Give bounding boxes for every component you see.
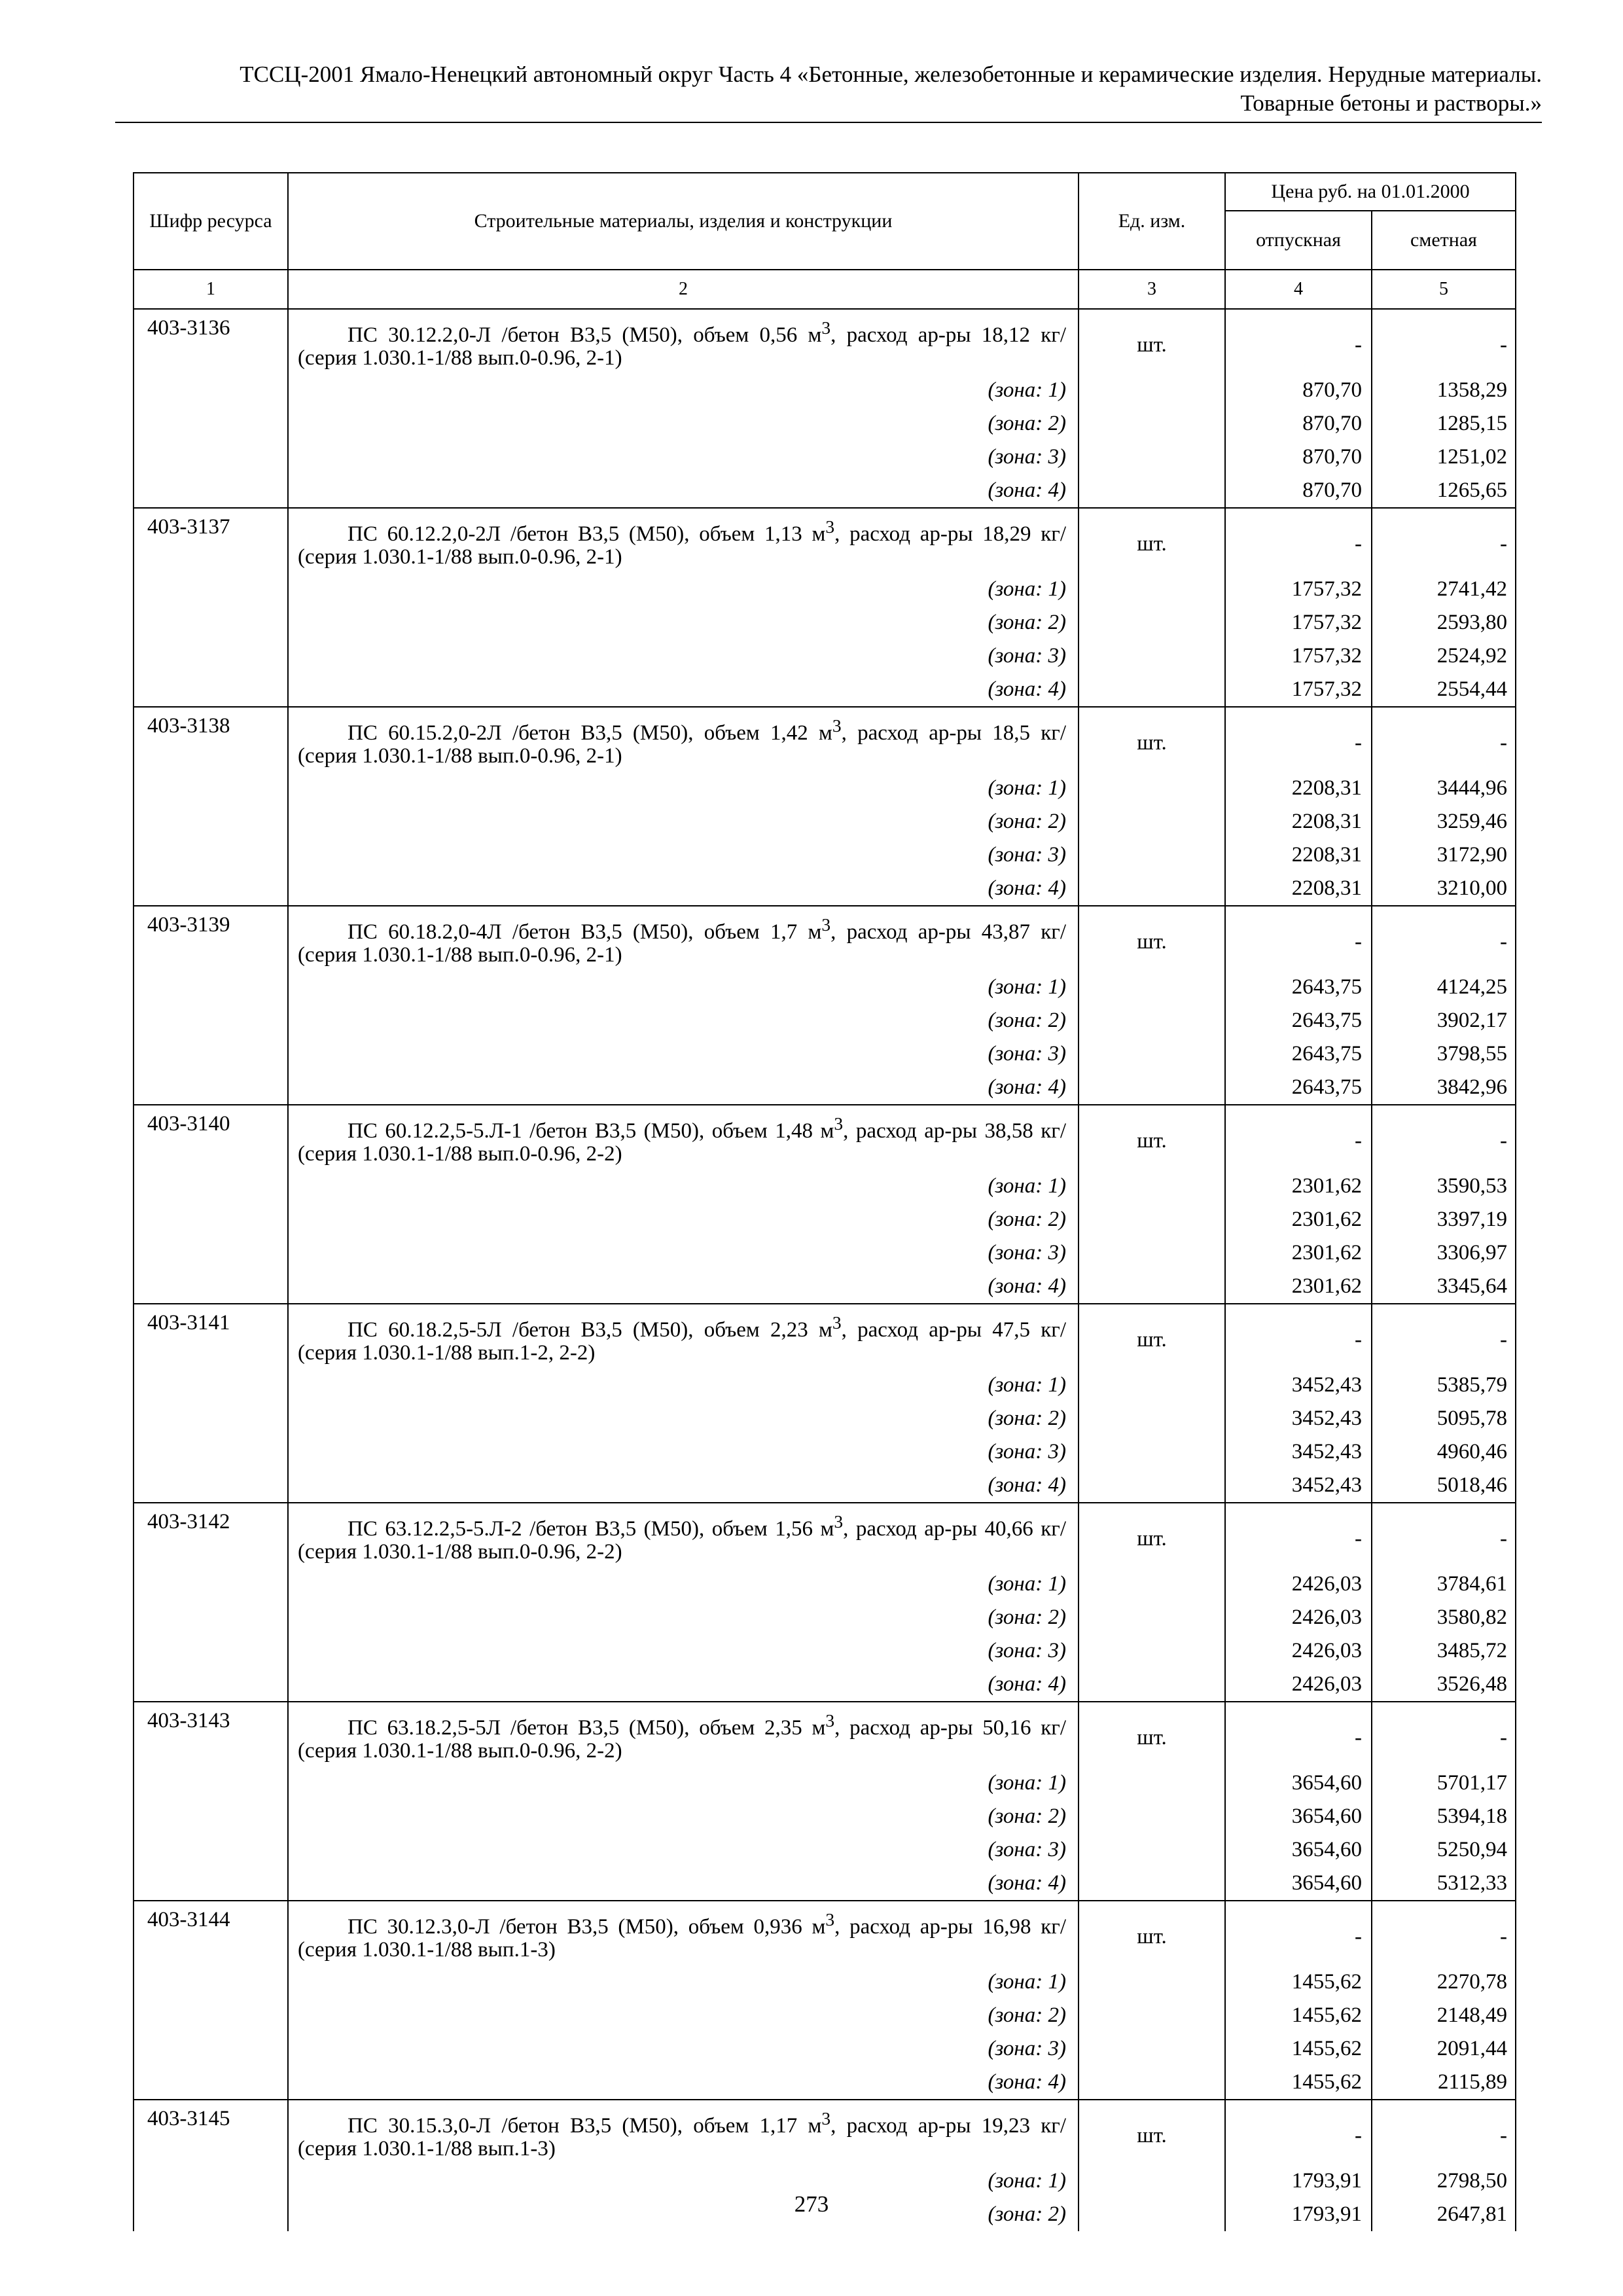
zone-estimate-price: 3485,72 xyxy=(1372,1634,1516,1668)
unit-cell-empty xyxy=(1079,1634,1225,1668)
zone-row xyxy=(134,1170,1516,1203)
unit-cell-empty xyxy=(1079,1037,1225,1071)
description-text: ПС 60.12.2,0-2Л /бетон В3,5 (М50), объем 1,13 м xyxy=(348,522,826,546)
unit-superscript: 3 xyxy=(834,1113,844,1134)
unit-cell-empty xyxy=(1079,374,1225,407)
zone-release-price: 3452,43 xyxy=(1225,1435,1372,1469)
zone-label: (зона: 4) xyxy=(288,673,1079,707)
zone-row xyxy=(134,1071,1516,1105)
unit-cell-empty xyxy=(1079,1999,1225,2032)
zone-estimate-price: 1358,29 xyxy=(1372,374,1516,407)
zone-label: (зона: 3) xyxy=(288,1833,1079,1867)
unit-superscript: 3 xyxy=(832,1312,842,1333)
zone-label: (зона: 1) xyxy=(288,573,1079,606)
description-text: ПС 60.12.2,5-5.Л-1 /бетон В3,5 (М50), объем 1,48 м xyxy=(348,1119,834,1143)
page-number: 273 xyxy=(794,2191,829,2217)
zone-release-price: 2301,62 xyxy=(1225,1170,1372,1203)
unit-cell-empty xyxy=(1079,606,1225,639)
header-line-1: ТССЦ-2001 Ямало-Ненецкий автономный округ Часть 4 «Бетонные, железобетонные и керамические изделия. Нерудные материалы. xyxy=(240,62,1542,87)
zone-release-price: 3452,43 xyxy=(1225,1402,1372,1435)
unit-cell-empty xyxy=(1079,440,1225,474)
zone-release-price: 3452,43 xyxy=(1225,1469,1372,1503)
zone-estimate-price: 1251,02 xyxy=(1372,440,1516,474)
unit-cell-empty xyxy=(1079,838,1225,872)
unit-cell: шт. xyxy=(1079,707,1225,772)
resource-description xyxy=(288,1105,1079,1170)
zone-row xyxy=(134,1601,1516,1634)
description-text: , расход ар-ры 50,16 кг/ (серия 1.030.1-1/88 вып.0-0.96, 2-2) xyxy=(298,1716,1066,1763)
zone-label: (зона: 1) xyxy=(288,2164,1079,2198)
zone-estimate-price: 4124,25 xyxy=(1372,971,1516,1004)
description-text: ПС 30.12.3,0-Л /бетон В3,5 (М50), объем 0,936 м xyxy=(348,1915,826,1939)
zone-estimate-price: 3210,00 xyxy=(1372,872,1516,906)
unit-cell-empty xyxy=(1079,1601,1225,1634)
description-text: , расход ар-ры 16,98 кг/ (серия 1.030.1-1/88 вып.1-3) xyxy=(298,1915,1066,1962)
resource-row xyxy=(134,2100,1516,2164)
zone-estimate-price: 2647,81 xyxy=(1372,2198,1516,2231)
zone-row xyxy=(134,639,1516,673)
zone-estimate-price: 3590,53 xyxy=(1372,1170,1516,1203)
estimate-price: - xyxy=(1372,906,1516,971)
description-text: ПС 60.18.2,0-4Л /бетон В3,5 (М50), объем 1,7 м xyxy=(348,920,822,944)
zone-estimate-price: 3842,96 xyxy=(1372,1071,1516,1105)
zone-estimate-price: 3345,64 xyxy=(1372,1270,1516,1304)
release-price: - xyxy=(1225,906,1372,971)
resource-description xyxy=(288,309,1079,374)
unit-cell-empty xyxy=(1079,1071,1225,1105)
description-text: , расход ар-ры 38,58 кг/ (серия 1.030.1-1/88 вып.0-0.96, 2-2) xyxy=(298,1119,1066,1166)
resource-description xyxy=(288,906,1079,971)
description-text: , расход ар-ры 40,66 кг/ (серия 1.030.1-1/88 вып.0-0.96, 2-2) xyxy=(298,1517,1066,1564)
resource-code: 403-3141 xyxy=(134,1304,288,1503)
zone-estimate-price: 3397,19 xyxy=(1372,1203,1516,1236)
unit-superscript: 3 xyxy=(821,317,831,338)
unit-cell: шт. xyxy=(1079,1901,1225,1965)
zone-release-price: 3654,60 xyxy=(1225,1867,1372,1901)
zone-estimate-price: 1265,65 xyxy=(1372,474,1516,508)
description-text: ПС 30.15.3,0-Л /бетон В3,5 (М50), объем 1,17 м xyxy=(348,2114,822,2138)
unit-cell-empty xyxy=(1079,1668,1225,1702)
unit-cell: шт. xyxy=(1079,906,1225,971)
estimate-price: - xyxy=(1372,1105,1516,1170)
unit-superscript: 3 xyxy=(834,1511,844,1532)
zone-estimate-price: 2091,44 xyxy=(1372,2032,1516,2066)
resource-row xyxy=(134,1304,1516,1369)
zone-label: (зона: 4) xyxy=(288,1071,1079,1105)
zone-label: (зона: 2) xyxy=(288,606,1079,639)
resource-code: 403-3145 xyxy=(134,2100,288,2231)
estimate-price: - xyxy=(1372,2100,1516,2164)
resource-row xyxy=(134,906,1516,971)
unit-cell-empty xyxy=(1079,872,1225,906)
unit-cell-empty xyxy=(1079,2032,1225,2066)
unit-cell-empty xyxy=(1079,1203,1225,1236)
document-header xyxy=(116,60,1542,118)
release-price: - xyxy=(1225,1702,1372,1767)
col-header-estimate: сметная xyxy=(1372,211,1516,270)
zone-row xyxy=(134,1469,1516,1503)
zone-row xyxy=(134,1833,1516,1867)
zone-release-price: 1757,32 xyxy=(1225,573,1372,606)
estimate-price: - xyxy=(1372,1702,1516,1767)
zone-estimate-price: 3444,96 xyxy=(1372,772,1516,805)
zone-release-price: 2208,31 xyxy=(1225,805,1372,838)
zone-release-price: 2643,75 xyxy=(1225,1037,1372,1071)
unit-cell-empty xyxy=(1079,1236,1225,1270)
zone-row xyxy=(134,1867,1516,1901)
zone-label: (зона: 3) xyxy=(288,1236,1079,1270)
zone-label: (зона: 2) xyxy=(288,1402,1079,1435)
zone-label: (зона: 1) xyxy=(288,971,1079,1004)
zone-row xyxy=(134,1800,1516,1833)
unit-cell-empty xyxy=(1079,1369,1225,1402)
zone-label: (зона: 1) xyxy=(288,772,1079,805)
unit-cell-empty xyxy=(1079,1004,1225,1037)
zone-release-price: 3654,60 xyxy=(1225,1767,1372,1800)
zone-label: (зона: 4) xyxy=(288,2066,1079,2100)
header-line-2: Товарные бетоны и растворы.» xyxy=(1240,90,1542,116)
zone-release-price: 2426,03 xyxy=(1225,1568,1372,1601)
unit-superscript: 3 xyxy=(825,516,835,537)
resource-description xyxy=(288,508,1079,573)
zone-row xyxy=(134,1402,1516,1435)
zone-label: (зона: 4) xyxy=(288,872,1079,906)
resource-row xyxy=(134,1105,1516,1170)
zone-release-price: 2301,62 xyxy=(1225,1203,1372,1236)
unit-cell-empty xyxy=(1079,971,1225,1004)
unit-cell-empty xyxy=(1079,1800,1225,1833)
resource-description xyxy=(288,2100,1079,2164)
zone-label: (зона: 2) xyxy=(288,1999,1079,2032)
estimate-price: - xyxy=(1372,1503,1516,1568)
unit-cell-empty xyxy=(1079,1435,1225,1469)
zone-label: (зона: 3) xyxy=(288,440,1079,474)
zone-release-price: 1793,91 xyxy=(1225,2164,1372,2198)
resource-row xyxy=(134,707,1516,772)
zone-release-price: 3452,43 xyxy=(1225,1369,1372,1402)
zone-estimate-price: 2524,92 xyxy=(1372,639,1516,673)
zone-estimate-price: 5385,79 xyxy=(1372,1369,1516,1402)
description-text: ПС 60.18.2,5-5Л /бетон В3,5 (М50), объем 2,23 м xyxy=(348,1318,832,1342)
unit-cell-empty xyxy=(1079,1402,1225,1435)
estimate-price: - xyxy=(1372,1304,1516,1369)
unit-cell: шт. xyxy=(1079,1702,1225,1767)
table-body xyxy=(134,309,1516,2231)
zone-estimate-price: 3172,90 xyxy=(1372,838,1516,872)
zone-estimate-price: 2593,80 xyxy=(1372,606,1516,639)
unit-superscript: 3 xyxy=(832,715,842,736)
col-number: 4 xyxy=(1225,270,1372,309)
description-text: , расход ар-ры 18,12 кг/ (серия 1.030.1-1/88 вып.0-0.96, 2-1) xyxy=(298,323,1066,370)
unit-cell: шт. xyxy=(1079,1304,1225,1369)
unit-cell-empty xyxy=(1079,1767,1225,1800)
unit-cell-empty xyxy=(1079,1469,1225,1503)
estimate-price: - xyxy=(1372,309,1516,374)
zone-label: (зона: 4) xyxy=(288,474,1079,508)
zone-label: (зона: 2) xyxy=(288,805,1079,838)
zone-release-price: 1455,62 xyxy=(1225,2066,1372,2100)
unit-cell-empty xyxy=(1079,573,1225,606)
resource-code: 403-3140 xyxy=(134,1105,288,1304)
unit-cell-empty xyxy=(1079,805,1225,838)
resource-code: 403-3136 xyxy=(134,309,288,508)
col-header-code: Шифр ресурса xyxy=(134,173,288,270)
zone-estimate-price: 2554,44 xyxy=(1372,673,1516,707)
unit-cell: шт. xyxy=(1079,1503,1225,1568)
zone-row xyxy=(134,1270,1516,1304)
resource-row xyxy=(134,1503,1516,1568)
estimate-price: - xyxy=(1372,1901,1516,1965)
zone-label: (зона: 1) xyxy=(288,1965,1079,1999)
zone-release-price: 2643,75 xyxy=(1225,1071,1372,1105)
release-price: - xyxy=(1225,309,1372,374)
resource-description xyxy=(288,1702,1079,1767)
resource-code: 403-3143 xyxy=(134,1702,288,1901)
unit-cell-empty xyxy=(1079,639,1225,673)
resource-code: 403-3138 xyxy=(134,707,288,906)
zone-release-price: 1757,32 xyxy=(1225,606,1372,639)
resource-code: 403-3144 xyxy=(134,1901,288,2100)
zone-label: (зона: 1) xyxy=(288,1369,1079,1402)
zone-label: (зона: 1) xyxy=(288,374,1079,407)
zone-release-price: 2301,62 xyxy=(1225,1270,1372,1304)
zone-row xyxy=(134,1435,1516,1469)
col-number: 2 xyxy=(288,270,1079,309)
description-text: , расход ар-ры 18,29 кг/ (серия 1.030.1-1/88 вып.0-0.96, 2-1) xyxy=(298,522,1066,569)
zone-estimate-price: 3526,48 xyxy=(1372,1668,1516,1702)
zone-label: (зона: 2) xyxy=(288,1004,1079,1037)
unit-cell-empty xyxy=(1079,1833,1225,1867)
zone-row xyxy=(134,1037,1516,1071)
unit-cell-empty xyxy=(1079,1170,1225,1203)
unit-superscript: 3 xyxy=(825,1909,835,1929)
unit-cell: шт. xyxy=(1079,2100,1225,2164)
zone-release-price: 2643,75 xyxy=(1225,971,1372,1004)
zone-release-price: 3654,60 xyxy=(1225,1800,1372,1833)
unit-cell-empty xyxy=(1079,1867,1225,1901)
zone-estimate-price: 3580,82 xyxy=(1372,1601,1516,1634)
resource-row xyxy=(134,1901,1516,1965)
release-price: - xyxy=(1225,1304,1372,1369)
zone-row xyxy=(134,1634,1516,1668)
description-text: , расход ар-ры 47,5 кг/ (серия 1.030.1-1/88 вып.1-2, 2-2) xyxy=(298,1318,1066,1365)
zone-row xyxy=(134,1999,1516,2032)
zone-row xyxy=(134,1203,1516,1236)
zone-row xyxy=(134,1369,1516,1402)
unit-superscript: 3 xyxy=(825,1710,835,1731)
zone-label: (зона: 4) xyxy=(288,1469,1079,1503)
zone-label: (зона: 3) xyxy=(288,1634,1079,1668)
unit-superscript: 3 xyxy=(821,914,831,935)
zone-row xyxy=(134,1965,1516,1999)
resource-description xyxy=(288,1503,1079,1568)
resource-row xyxy=(134,1702,1516,1767)
zone-label: (зона: 4) xyxy=(288,1668,1079,1702)
zone-row xyxy=(134,1236,1516,1270)
col-header-unit: Ед. изм. xyxy=(1079,173,1225,270)
unit-cell: шт. xyxy=(1079,508,1225,573)
resource-description xyxy=(288,707,1079,772)
zone-estimate-price: 5250,94 xyxy=(1372,1833,1516,1867)
estimate-price: - xyxy=(1372,508,1516,573)
zone-row xyxy=(134,772,1516,805)
zone-label: (зона: 2) xyxy=(288,1601,1079,1634)
description-text: , расход ар-ры 19,23 кг/ (серия 1.030.1-1/88 вып.1-3) xyxy=(298,2114,1066,2161)
zone-row xyxy=(134,1004,1516,1037)
zone-release-price: 2208,31 xyxy=(1225,772,1372,805)
zone-release-price: 1455,62 xyxy=(1225,1965,1372,1999)
zone-label: (зона: 1) xyxy=(288,1767,1079,1800)
resource-row xyxy=(134,508,1516,573)
description-text: , расход ар-ры 18,5 кг/ (серия 1.030.1-1/88 вып.0-0.96, 2-1) xyxy=(298,721,1066,768)
zone-release-price: 2208,31 xyxy=(1225,872,1372,906)
resource-row xyxy=(134,309,1516,374)
price-table xyxy=(133,172,1516,2231)
zone-release-price: 1455,62 xyxy=(1225,1999,1372,2032)
zone-row xyxy=(134,606,1516,639)
zone-release-price: 870,70 xyxy=(1225,440,1372,474)
zone-row xyxy=(134,1668,1516,1702)
zone-label: (зона: 3) xyxy=(288,2032,1079,2066)
col-number: 1 xyxy=(134,270,288,309)
header-rule xyxy=(115,122,1542,123)
zone-estimate-price: 2798,50 xyxy=(1372,2164,1516,2198)
zone-estimate-price: 2741,42 xyxy=(1372,573,1516,606)
zone-release-price: 2426,03 xyxy=(1225,1634,1372,1668)
zone-release-price: 1757,32 xyxy=(1225,639,1372,673)
unit-cell: шт. xyxy=(1079,1105,1225,1170)
zone-estimate-price: 2270,78 xyxy=(1372,1965,1516,1999)
zone-label: (зона: 3) xyxy=(288,1435,1079,1469)
zone-label: (зона: 2) xyxy=(288,407,1079,440)
zone-row xyxy=(134,474,1516,508)
zone-label: (зона: 3) xyxy=(288,639,1079,673)
zone-row xyxy=(134,838,1516,872)
col-number: 3 xyxy=(1079,270,1225,309)
zone-release-price: 1455,62 xyxy=(1225,2032,1372,2066)
zone-label: (зона: 2) xyxy=(288,1203,1079,1236)
unit-cell-empty xyxy=(1079,2066,1225,2100)
zone-label: (зона: 2) xyxy=(288,2198,1079,2231)
zone-release-price: 870,70 xyxy=(1225,374,1372,407)
unit-cell-empty xyxy=(1079,1270,1225,1304)
zone-estimate-price: 2148,49 xyxy=(1372,1999,1516,2032)
col-header-price-group: Цена руб. на 01.01.2000 xyxy=(1225,173,1516,211)
unit-cell-empty xyxy=(1079,474,1225,508)
description-text: ПС 60.15.2,0-2Л /бетон В3,5 (М50), объем 1,42 м xyxy=(348,721,832,745)
unit-cell-empty xyxy=(1079,772,1225,805)
zone-row xyxy=(134,1767,1516,1800)
unit-cell: шт. xyxy=(1079,309,1225,374)
zone-release-price: 870,70 xyxy=(1225,474,1372,508)
zone-release-price: 2208,31 xyxy=(1225,838,1372,872)
release-price: - xyxy=(1225,1105,1372,1170)
zone-estimate-price: 3902,17 xyxy=(1372,1004,1516,1037)
zone-estimate-price: 3798,55 xyxy=(1372,1037,1516,1071)
zone-estimate-price: 5312,33 xyxy=(1372,1867,1516,1901)
zone-release-price: 870,70 xyxy=(1225,407,1372,440)
unit-cell-empty xyxy=(1079,407,1225,440)
description-text: ПС 63.18.2,5-5Л /бетон В3,5 (М50), объем 2,35 м xyxy=(348,1716,826,1740)
zone-row xyxy=(134,573,1516,606)
zone-release-price: 1793,91 xyxy=(1225,2198,1372,2231)
col-header-release: отпускная xyxy=(1225,211,1372,270)
zone-label: (зона: 1) xyxy=(288,1568,1079,1601)
zone-release-price: 1757,32 xyxy=(1225,673,1372,707)
release-price: - xyxy=(1225,1503,1372,1568)
resource-code: 403-3142 xyxy=(134,1503,288,1702)
zone-label: (зона: 4) xyxy=(288,1270,1079,1304)
col-number: 5 xyxy=(1372,270,1516,309)
zone-estimate-price: 3306,97 xyxy=(1372,1236,1516,1270)
zone-row xyxy=(134,374,1516,407)
release-price: - xyxy=(1225,707,1372,772)
zone-row xyxy=(134,971,1516,1004)
unit-cell-empty xyxy=(1079,1568,1225,1601)
description-text: , расход ар-ры 43,87 кг/ (серия 1.030.1-1/88 вып.0-0.96, 2-1) xyxy=(298,920,1066,967)
zone-estimate-price: 5018,46 xyxy=(1372,1469,1516,1503)
zone-estimate-price: 5394,18 xyxy=(1372,1800,1516,1833)
zone-label: (зона: 2) xyxy=(288,1800,1079,1833)
zone-release-price: 2426,03 xyxy=(1225,1668,1372,1702)
zone-row xyxy=(134,805,1516,838)
zone-row xyxy=(134,2066,1516,2100)
zone-estimate-price: 1285,15 xyxy=(1372,407,1516,440)
zone-release-price: 2643,75 xyxy=(1225,1004,1372,1037)
zone-release-price: 3654,60 xyxy=(1225,1833,1372,1867)
zone-estimate-price: 3784,61 xyxy=(1372,1568,1516,1601)
unit-superscript: 3 xyxy=(821,2108,831,2128)
zone-estimate-price: 4960,46 xyxy=(1372,1435,1516,1469)
col-header-name: Строительные материалы, изделия и конструкции xyxy=(288,173,1079,270)
zone-row xyxy=(134,407,1516,440)
description-text: ПС 30.12.2,0-Л /бетон В3,5 (М50), объем 0,56 м xyxy=(348,323,822,347)
unit-cell-empty xyxy=(1079,1965,1225,1999)
resource-description xyxy=(288,1901,1079,1965)
zone-row xyxy=(134,440,1516,474)
zone-row xyxy=(134,2032,1516,2066)
zone-estimate-price: 5701,17 xyxy=(1372,1767,1516,1800)
zone-release-price: 2426,03 xyxy=(1225,1601,1372,1634)
zone-label: (зона: 1) xyxy=(288,1170,1079,1203)
zone-row xyxy=(134,872,1516,906)
unit-cell-empty xyxy=(1079,673,1225,707)
zone-estimate-price: 2115,89 xyxy=(1372,2066,1516,2100)
zone-label: (зона: 3) xyxy=(288,838,1079,872)
release-price: - xyxy=(1225,508,1372,573)
zone-estimate-price: 5095,78 xyxy=(1372,1402,1516,1435)
zone-row xyxy=(134,1568,1516,1601)
release-price: - xyxy=(1225,2100,1372,2164)
resource-code: 403-3137 xyxy=(134,508,288,707)
zone-row xyxy=(134,673,1516,707)
release-price: - xyxy=(1225,1901,1372,1965)
description-text: ПС 63.12.2,5-5.Л-2 /бетон В3,5 (М50), объем 1,56 м xyxy=(348,1517,834,1541)
resource-description xyxy=(288,1304,1079,1369)
estimate-price: - xyxy=(1372,707,1516,772)
resource-code: 403-3139 xyxy=(134,906,288,1105)
zone-estimate-price: 3259,46 xyxy=(1372,805,1516,838)
zone-label: (зона: 4) xyxy=(288,1867,1079,1901)
zone-release-price: 2301,62 xyxy=(1225,1236,1372,1270)
zone-label: (зона: 3) xyxy=(288,1037,1079,1071)
